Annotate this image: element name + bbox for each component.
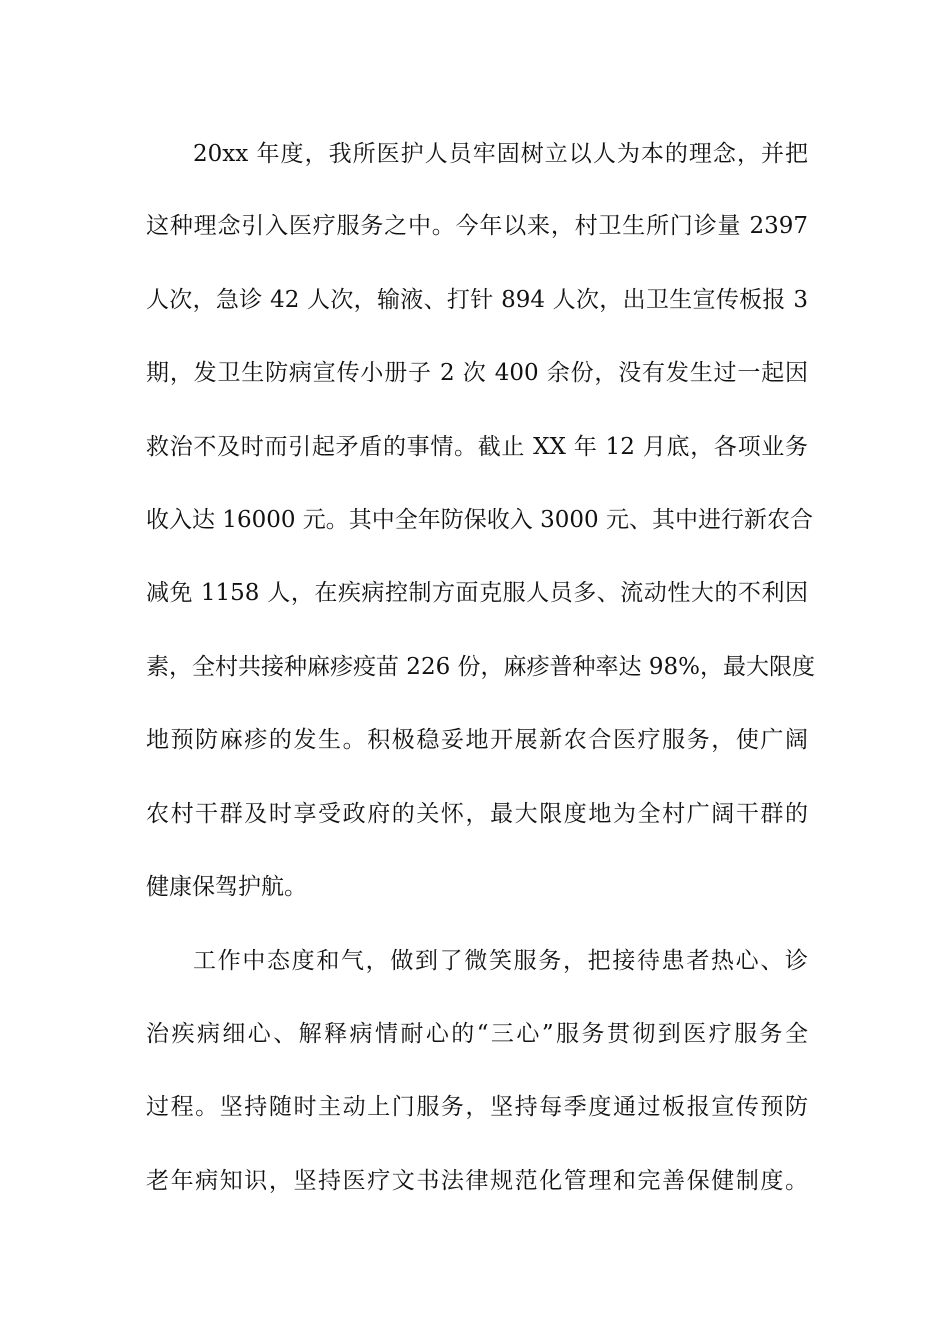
paragraph-1-line-2: 这种理念引入医疗服务之中。今年以来，村卫生所门诊量 2397 xyxy=(146,213,808,239)
paragraph-2-line-1: 工作中态度和气，做到了微笑服务，把接待患者热心、诊 xyxy=(193,948,808,974)
paragraph-1-line-6: 收入达 16000 元。其中全年防保收入 3000 元、其中进行新农合 xyxy=(146,507,813,533)
paragraph-1-line-4: 期，发卫生防病宣传小册子 2 次 400 余份，没有发生过一起因 xyxy=(146,360,808,386)
paragraph-2-line-3: 过程。坚持随时主动上门服务，坚持每季度通过板报宣传预防 xyxy=(146,1094,808,1120)
paragraph-1-line-8: 素，全村共接种麻疹疫苗 226 份，麻疹普种率达 98%，最大限度 xyxy=(146,654,815,680)
paragraph-1-line-3: 人次，急诊 42 人次，输液、打针 894 人次，出卫生宣传板报 3 xyxy=(146,287,808,313)
paragraph-1-line-10: 农村干群及时享受政府的关怀，最大限度地为全村广阔干群的 xyxy=(146,801,808,827)
paragraph-1-line-11: 健康保驾护航。 xyxy=(146,874,307,900)
paragraph-2-line-2: 治疾病细心、解释病情耐心的“三心”服务贯彻到医疗服务全 xyxy=(146,1021,808,1047)
paragraph-1-line-1: 20xx 年度，我所医护人员牢固树立以人为本的理念，并把 xyxy=(193,141,808,167)
paragraph-1-line-9: 地预防麻疹的发生。积极稳妥地开展新农合医疗服务，使广阔 xyxy=(146,727,808,753)
paragraph-2-line-4: 老年病知识，坚持医疗文书法律规范化管理和完善保健制度。 xyxy=(146,1168,808,1194)
paragraph-1-line-5: 救治不及时而引起矛盾的事情。截止 XX 年 12 月底，各项业务 xyxy=(146,434,808,460)
paragraph-1-line-7: 减免 1158 人，在疾病控制方面克服人员多、流动性大的不利因 xyxy=(146,580,808,606)
